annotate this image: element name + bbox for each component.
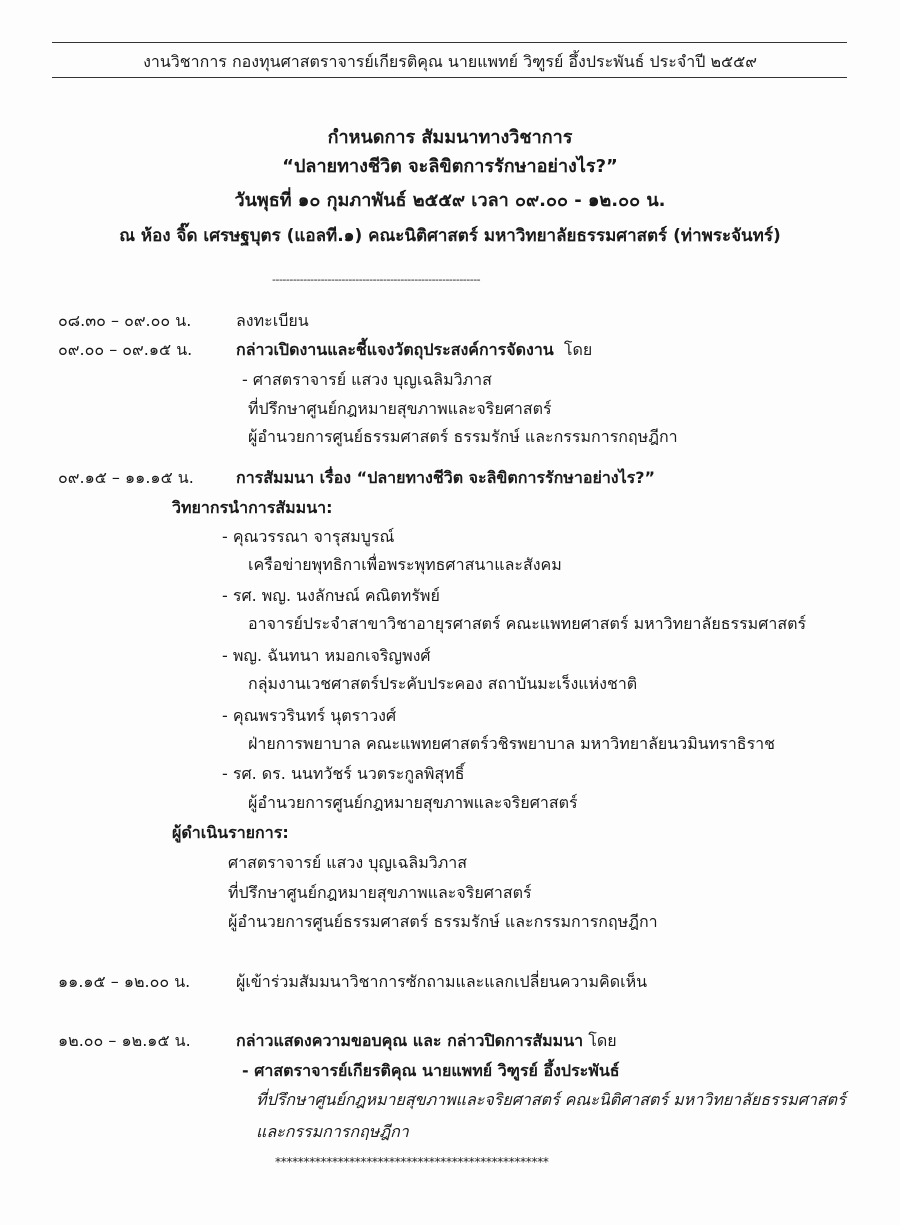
item-5-by: โดย xyxy=(588,1031,617,1050)
speakers-label: วิทยากรนำการสัมมนา: xyxy=(172,498,333,517)
speaker-3-name: - พญ. ฉันทนา หมอกเจริญพงศ์ xyxy=(222,646,431,665)
item-5-heading: กล่าวแสดงความขอบคุณ และ กล่าวปิดการสัมมนา xyxy=(236,1031,584,1050)
item-5-role-1: ที่ปรึกษาศูนย์กฎหมายสุขภาพและจริยศาสตร์ คณะนิติศาสตร์ มหาวิทยาลัยธรรมศาสตร์ xyxy=(256,1090,846,1109)
item-5-role-2: และกรรมการกฤษฎีกา xyxy=(256,1122,409,1141)
speaker-2-role: อาจารย์ประจำสาขาวิชาอายุรศาสตร์ คณะแพทยศาสตร์ มหาวิทยาลัยธรรมศาสตร์ xyxy=(248,614,807,633)
moderator-role-2: ผู้อำนวยการศูนย์ธรรมศาสตร์ ธรรมรักษ์ และกรรมการกฤษฎีกา xyxy=(228,912,658,931)
speaker-1-name: - คุณวรรณา จารุสมบูรณ์ xyxy=(222,527,395,546)
item-3-title: การสัมมนา เรื่อง “ปลายทางชีวิต จะลิขิตการรักษาอย่างไร?” xyxy=(236,468,656,487)
time-3: ๐๙.๑๕ – ๑๑.๑๕ น. xyxy=(58,468,194,487)
title-line-1: กำหนดการ สัมมนาทางวิชาการ xyxy=(327,127,573,148)
time-1: ๐๘.๓๐ – ๐๙.๐๐ น. xyxy=(58,311,192,330)
speaker-5-role: ผู้อำนวยการศูนย์กฎหมายสุขภาพและจริยศาสตร์ xyxy=(248,793,578,812)
time-5: ๑๒.๐๐ – ๑๒.๑๕ น. xyxy=(58,1031,191,1050)
title-divider: ------------------------------------------------------------ xyxy=(272,273,481,286)
time-2: ๐๙.๐๐ – ๐๙.๑๕ น. xyxy=(58,340,193,359)
item-2-role-2: ผู้อำนวยการศูนย์ธรรมศาสตร์ ธรรมรักษ์ และกรรมการกฤษฎีกา xyxy=(248,427,678,446)
item-5-title xyxy=(236,1031,617,1051)
speaker-4-role: ฝ่ายการพยาบาล คณะแพทยศาสตร์วชิรพยาบาล มหาวิทยาลัยนวมินทราธิราช xyxy=(248,734,776,753)
speaker-2-name: - รศ. พญ. นงลักษณ์ คณิตทรัพย์ xyxy=(222,586,440,605)
title-line-4: ณ ห้อง จิ๊ด เศรษฐบุตร (แอลที.๑) คณะนิติศาสตร์ มหาวิทยาลัยธรรมศาสตร์ (ท่าพระจันทร์) xyxy=(119,226,781,246)
speaker-1-role: เครือข่ายพุทธิกาเพื่อพระพุทธศาสนาและสังคม xyxy=(248,555,562,574)
speaker-3-role: กลุ่มงานเวชศาสตร์ประคับประคอง สถาบันมะเร็งแห่งชาติ xyxy=(248,674,638,693)
item-2-role-1: ที่ปรึกษาศูนย์กฎหมายสุขภาพและจริยศาสตร์ xyxy=(248,399,552,418)
moderator-label: ผู้ดำเนินรายการ: xyxy=(172,823,289,842)
item-2-heading: กล่าวเปิดงานและชี้แจงวัตถุประสงค์การจัดงาน xyxy=(236,340,554,359)
item-4-title: ผู้เข้าร่วมสัมมนาวิชาการซักถามและแลกเปลี่ยนความคิดเห็น xyxy=(236,972,648,991)
header-top-rule xyxy=(52,42,847,43)
item-2-speaker: - ศาสตราจารย์ แสวง บุญเฉลิมวิภาส xyxy=(242,370,492,389)
item-5-speaker: - ศาสตราจารย์เกียรติคุณ นายแพทย์ วิฑูรย์ อึ้งประพันธ์ xyxy=(242,1061,620,1080)
speaker-5-name: - รศ. ดร. นนทวัชร์ นวตระกูลพิสุทธิ์ xyxy=(222,764,465,783)
item-2-title xyxy=(236,340,592,360)
title-line-2: “ปลายทางชีวิต จะลิขิตการรักษาอย่างไร?” xyxy=(282,156,618,177)
footer-stars: ************************************************ xyxy=(275,1155,549,1169)
item-2-by: โดย xyxy=(563,340,593,359)
title-line-3: วันพุธที่ ๑๐ กุมภาพันธ์ ๒๕๕๙ เวลา ๐๙.๐๐ - ๑๒.๐๐ น. xyxy=(234,190,666,211)
time-4: ๑๑.๑๕ – ๑๒.๐๐ น. xyxy=(58,972,191,991)
header-bottom-rule xyxy=(52,77,847,78)
item-1-title: ลงทะเบียน xyxy=(236,311,309,330)
moderator-role-1: ที่ปรึกษาศูนย์กฎหมายสุขภาพและจริยศาสตร์ xyxy=(228,883,532,902)
speaker-4-name: - คุณพรวรินทร์ นุตราวงศ์ xyxy=(222,706,397,725)
moderator-name: ศาสตราจารย์ แสวง บุญเฉลิมวิภาส xyxy=(228,853,468,872)
document-header: งานวิชาการ กองทุนศาสตราจารย์เกียรติคุณ นายแพทย์ วิฑูรย์ อึ้งประพันธ์ ประจำปี ๒๕๕๙ xyxy=(143,52,757,71)
